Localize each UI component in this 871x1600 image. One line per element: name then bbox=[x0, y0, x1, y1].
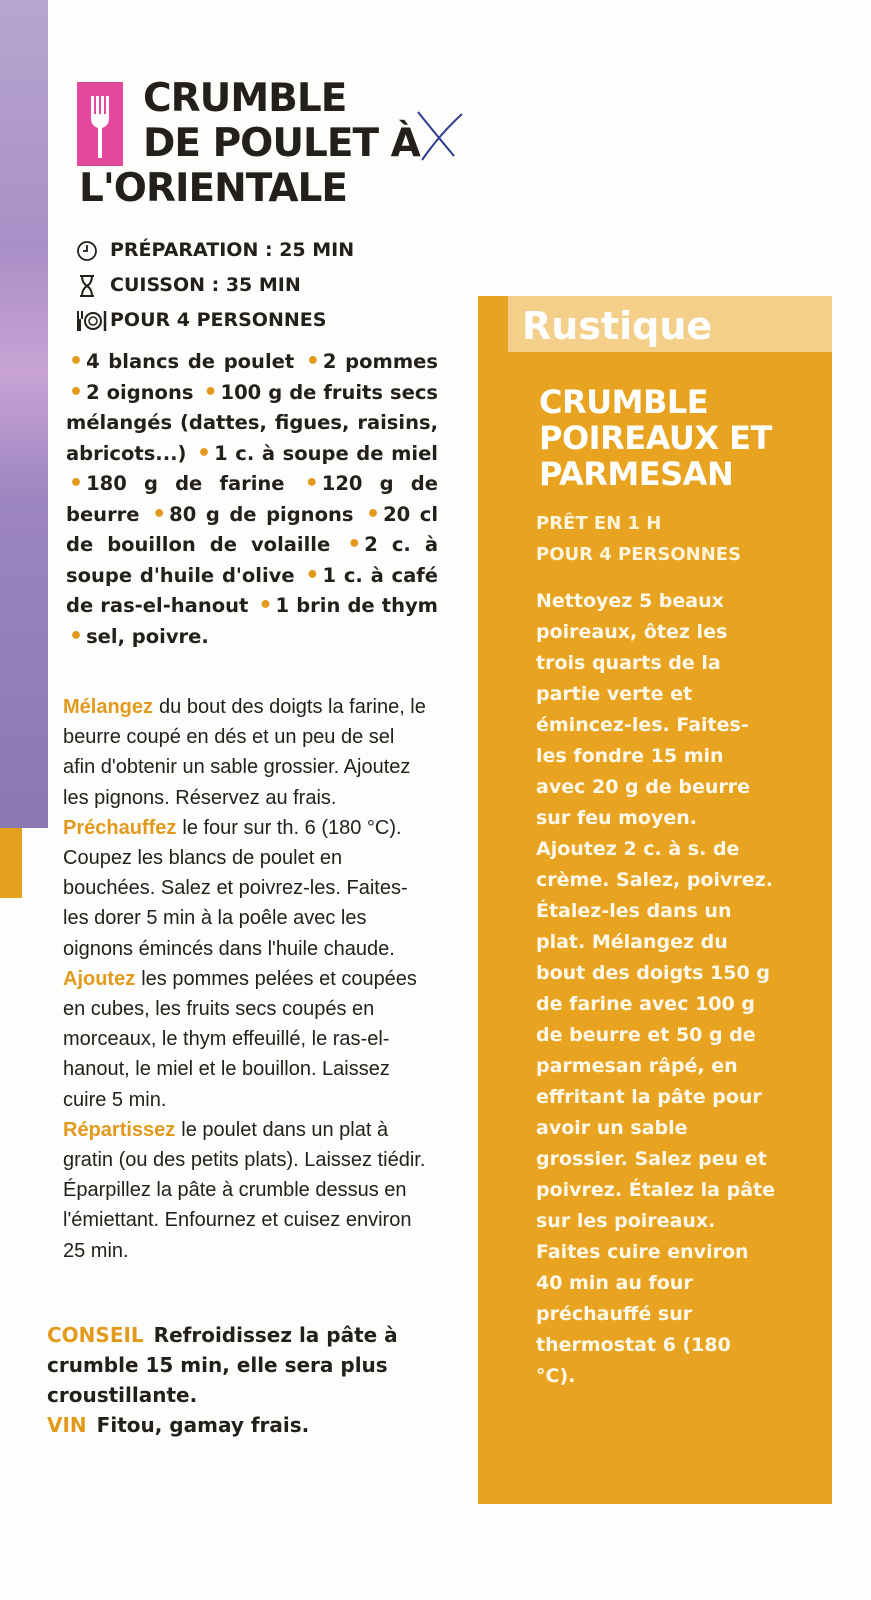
bullet: • bbox=[69, 471, 84, 496]
bullet: • bbox=[305, 349, 320, 374]
bullet: • bbox=[203, 379, 218, 405]
ingredient-item: 120 g de beurre bbox=[66, 472, 438, 526]
ingredient-item: 100 g de fruits secs mélangés (dattes, figues, raisins, abricots...) bbox=[66, 380, 438, 465]
sidebar-ready: PRÊT EN 1 H bbox=[536, 513, 662, 534]
step-text: du bout des doigts la farine, le beurre coupé en dés et un peu de sel afin d'obtenir un sable grossier. Ajoutez les pignons. Réservez au frais. bbox=[63, 696, 426, 809]
recipe-meta bbox=[76, 233, 354, 338]
ingredient-item: 180 g de farine bbox=[86, 472, 285, 495]
step-keyword: Ajoutez bbox=[63, 967, 136, 990]
ingredient-item: 1 c. à soupe de miel bbox=[214, 441, 438, 465]
ingredient-item: sel, poivre. bbox=[86, 624, 209, 648]
tips-block bbox=[47, 1320, 437, 1440]
bullet: • bbox=[69, 623, 84, 649]
sidebar-personnes: POUR 4 PERSONNES bbox=[536, 544, 742, 565]
conseil-text: Refroidissez la pâte à crumble 15 min, elle sera plus croustillante. bbox=[47, 1323, 398, 1407]
vin-label: VIN bbox=[47, 1413, 87, 1437]
left-page-edge bbox=[0, 0, 48, 828]
ingredient-item: 2 c. à soupe d'huile d'olive bbox=[66, 533, 438, 587]
preparation-row bbox=[76, 233, 354, 268]
step-keyword: Répartissez bbox=[63, 1118, 176, 1141]
step-paragraph bbox=[63, 692, 429, 813]
title-line-1: CRUMBLE bbox=[143, 76, 347, 121]
personnes-text: POUR 4 PERSONNES bbox=[110, 309, 327, 331]
sidebar-body: Nettoyez 5 beaux poireaux, ôtez les trois quarts de la partie verte et émincez-les. Faites-les fondre 15 min avec 20 g de beurre sur feu moyen. Ajoutez 2 c. à s. de crème. Salez, poivrez. Étalez-les dans un plat. Mélangez du bout des doigts 150 g de farine avec 100 g de beurre et 50 g de parmesan râpé, en effritant la pâte pour avoir un sable grossier. Salez peu et poivrez. Étalez la pâte sur les poireaux. Faites cuire environ 40 min au four préchauffé sur thermostat 6 (180 °C). bbox=[536, 590, 775, 1387]
preparation-text: PRÉPARATION : 25 MIN bbox=[110, 239, 355, 261]
step-text: le four sur th. 6 (180 °C). Coupez les blancs de poulet en bouchées. Salez et poivrez-les. Faites-les dorer 5 min à la poêle avec les oignons émincés dans l'huile chaude. bbox=[63, 816, 408, 960]
hourglass-icon bbox=[76, 274, 110, 298]
bullet: • bbox=[305, 562, 320, 588]
rustique-sidebar bbox=[478, 296, 832, 1504]
ingredient-item: 1 brin de thym bbox=[275, 594, 438, 617]
ingredient-list bbox=[66, 347, 438, 652]
step-paragraph bbox=[63, 1115, 429, 1266]
ingredient-item: 1 c. à café de ras-el-hanout bbox=[66, 563, 438, 617]
bullet: • bbox=[366, 501, 381, 527]
cuisson-row bbox=[76, 268, 354, 303]
personnes-row bbox=[76, 303, 354, 338]
clock-icon bbox=[76, 240, 110, 262]
vin-row bbox=[47, 1410, 437, 1440]
ingredient-item: 2 oignons bbox=[86, 380, 194, 404]
bullet: • bbox=[69, 379, 84, 405]
conseil-row bbox=[47, 1320, 437, 1410]
step-keyword: Préchauffez bbox=[63, 816, 177, 839]
ingredient-item: 4 blancs de poulet bbox=[86, 350, 295, 373]
bullet: • bbox=[197, 440, 212, 466]
plate-icon bbox=[76, 309, 110, 333]
ingredient-item: 2 pommes bbox=[322, 350, 438, 373]
ingredient-item: 20 cl de bouillon de volaille bbox=[66, 502, 439, 556]
recipe-steps bbox=[63, 692, 429, 1266]
recipe-title bbox=[79, 76, 420, 211]
bullet: • bbox=[304, 471, 319, 496]
ingredient-item: 80 g de pignons bbox=[169, 502, 354, 526]
bullet: • bbox=[258, 593, 273, 618]
sidebar-header bbox=[508, 296, 832, 352]
bullet: • bbox=[347, 532, 362, 557]
step-text: les pommes pelées et coupées en cubes, les fruits secs coupés en morceaux, le thym effeuillé, le ras-el-hanout, le miel et le bouillon. Laissez cuire 5 min. bbox=[63, 967, 417, 1111]
step-paragraph bbox=[63, 813, 429, 964]
conseil-label: CONSEIL bbox=[47, 1323, 144, 1347]
step-paragraph bbox=[63, 964, 429, 1115]
bullet: • bbox=[69, 349, 84, 374]
sidebar-label: Rustique bbox=[522, 304, 713, 348]
title-line-2: DE POULET À bbox=[143, 121, 420, 166]
step-text: le poulet dans un plat à gratin (ou des petits plats). Laissez tiédir. Éparpillez la pâte à crumble dessus en l'émiettant. Enfournez et cuisez environ 25 min. bbox=[63, 1118, 426, 1262]
sidebar-title: CRUMBLE POIREAUX ET PARMESAN bbox=[539, 383, 772, 493]
sidebar-meta bbox=[536, 508, 741, 570]
vin-text: Fitou, gamay frais. bbox=[96, 1413, 310, 1437]
bullet: • bbox=[152, 501, 167, 527]
handwritten-x-mark bbox=[414, 108, 470, 168]
cuisson-text: CUISSON : 35 MIN bbox=[110, 274, 301, 296]
left-page-tab bbox=[0, 828, 22, 898]
step-keyword: Mélangez bbox=[63, 696, 154, 718]
title-line-3: L'ORIENTALE bbox=[79, 166, 348, 211]
